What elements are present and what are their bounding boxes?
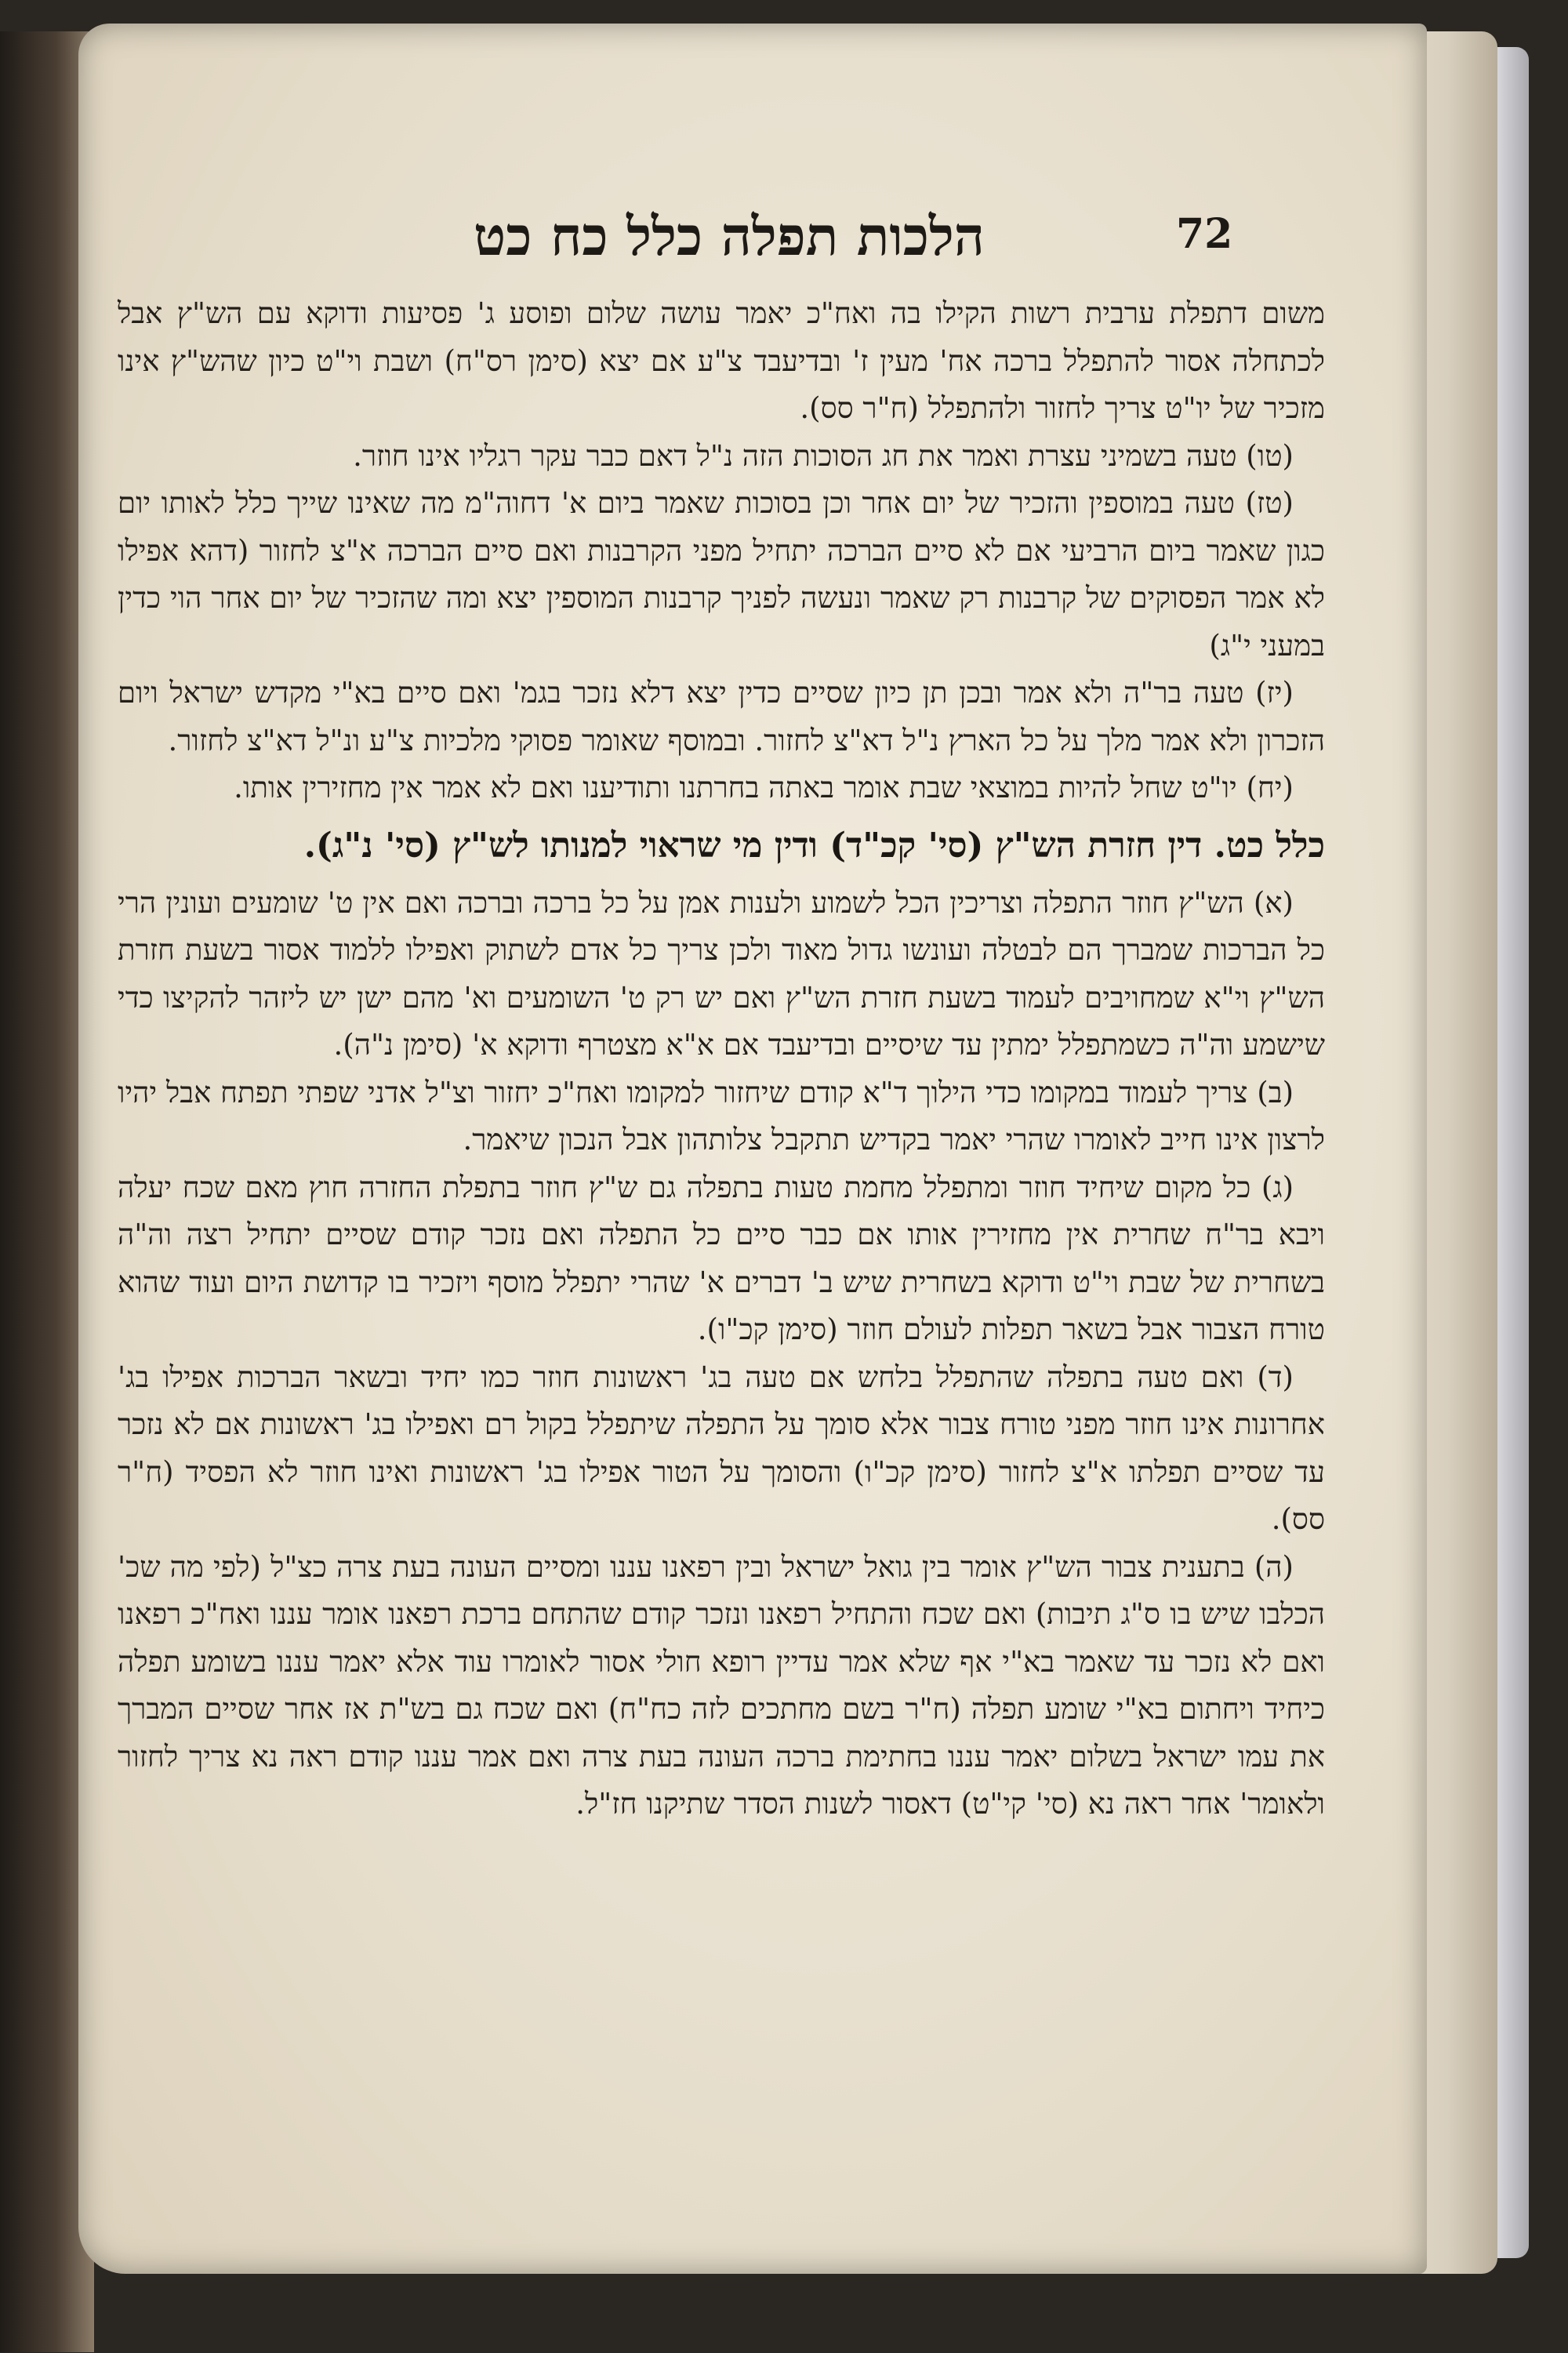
paragraph-he: (ה) בתענית צבור הש"ץ אומר בין גואל ישראל ובין רפאנו עננו ומסיים העונה בעת צרה כצ"ל (לפי מה שכ' הכלבו שיש בו ס"ג תיבות) ואם שכח והתחיל רפאנו ונזכר קודם שהתחם ברכת רפאנו אומר עננו ואח"כ רפאנו ואם לא נזכר עד שאמר בא"י אף שלא אמר עדיין רופא חולי אסור לאומרו עוד אלא יאמר עננו בשומע תפלה כיחיד ויחתום בא"י שומע תפלה (ח"ר בשם מחתכים לזה כח"ח) ואם שכח גם בש"ת אז אחר שסיים המברך את עמו ישראל בשלום יאמר עננו בחתימת ברכה העונה בעת צרה ואם אמר עננו קודם ראה נא צריך לחזור ולאומר' אחר ראה נא (סי' קי"ט) דאסור לשנות הסדר שתיקנו חז"ל. bbox=[118, 1549, 1325, 1821]
paragraph-tet-zayin: (טז) טעה במוספין והזכיר של יום אחר וכן בסוכות שאמר ביום א' דחוה"מ מה שאינו שייך כלל לאותו יום כגון שאמר ביום הרביעי אם לא סיים הברכה יתחיל מפני הקרבנות ואם סיים הברכה א"צ לחזור (דהא אפילו לא אמר הפסוקים של קרבנות רק שאמר ונעשה לפניך קרבנות המוספין יצא ומה שהזכיר של יום אחר הוי כדין במעני י"ג) bbox=[118, 486, 1325, 663]
paragraph-alef: (א) הש"ץ חוזר התפלה וצריכין הכל לשמוע ולענות אמן על כל ברכה וברכה ואם אין ט' שומעים ועונין הרי כל הברכות שמברך הם לבטלה ועונשו גדול מאוד ולכן צריך כל אדם לשתוק ואפילו ללמוד אסור בשעת חזרת הש"ץ וי"א שמחויבים לעמוד בשעת חזרת הש"ץ ואם יש רק ט' השומעים וא' מהם ישן יש ליזהר להקיצו כדי שישמע וה"ה כשמתפלל ימתין עד שיסיים ובדיעבד אם א"א מצטרף ודוקא א' (סימן נ"ה). bbox=[118, 885, 1325, 1062]
paragraph-yud-zayin: (יז) טעה בר"ה ולא אמר ובכן תן כיון שסיים כדין יצא דלא נזכר בגמ' ואם סיים בא"י מקדש ישראל ויום הזכרון ולא אמר מלך על כל הארץ נ"ל דא"צ לחזור. ובמוסף שאומר פסוקי מלכיות צ"ע ונ"ל דא"צ לחזור. bbox=[118, 676, 1325, 757]
section-heading: כלל כט. דין חזרת הש"ץ (סי' קכ"ד) ודין מי שראוי למנותו לש"ץ (סי' נ"ג). bbox=[303, 825, 1325, 866]
paragraph-intro: משום דתפלת ערבית רשות הקילו בה ואח"כ יאמר עושה שלום ופוסע ג' פסיעות ודוקא עם הש"ץ אבל לכתחלה אסור להתפלל ברכה אח' מעין ז' ובדיעבד צ"ע אם יצא (סימן רס"ח) ושבת וי"ט כיון שהש"ץ אינו מזכיר של יו"ט צריך לחזור ולהתפלל (ח"ר סס). bbox=[118, 296, 1325, 425]
paragraph-yud-chet: (יח) יו"ט שחל להיות במוצאי שבת אומר באתה בחרתנו ותודיענו ואם לא אמר אין מחזירין אותו. bbox=[234, 771, 1294, 804]
paragraph-tet-vav: (טו) טעה בשמיני עצרת ואמר את חג הסוכות הזה נ"ל דאם כבר עקר רגליו אינו חוזר. bbox=[353, 438, 1294, 473]
page-title: הלכות תפלה כלל כח כט bbox=[474, 205, 985, 268]
page-header bbox=[78, 196, 1427, 290]
paragraph-bet: (ב) צריך לעמוד במקומו כדי הילוך ד"א קודם שיחזור למקומו ואח"כ יחזור וצ"ל אדני שפתי תפתח אבל יהיו לרצון אינו חייב לאומרו שהרי יאמר בקדיש תתקבל צלותהון אבל הנכון שיאמר. bbox=[118, 1075, 1325, 1157]
paragraph-dalet: (ד) ואם טעה בתפלה שהתפלל בלחש אם טעה בג' ראשונות חוזר כמו יחיד ובשאר הברכות אפילו בג' אחרונות אינו חוזר מפני טורח צבור אלא סומך על התפלה שיתפלל בקול רם ואפילו בג' ראשונות אם לא נזכר עד שסיים תפלתו א"צ לחזור (סימן קכ"ו) והסומך על הטור אפילו בג' ראשונות ואינו חוזר לא הפסיד (ח"ר סס). bbox=[118, 1360, 1325, 1536]
paragraph-gimel: (ג) כל מקום שיחיד חוזר ומתפלל מחמת טעות בתפלה גם ש"ץ חוזר בתפלת החזרה חוץ מאם שכח יעלה ויבא בר"ח שחרית אין מחזירין אותו אם כבר סיים כל התפלה ואם נזכר קודם שסיים יתחיל רצה וה"ה בשחרית של שבת וי"ט ודוקא בשחרית שיש ב' דברים א' שהרי יתפלל מוסף ויזכיר בו קדושת היום ועוד שהוא טורח הצבור אבל בשאר תפלות לעולם חוזר (סימן קכ"ו). bbox=[118, 1170, 1325, 1346]
book-page bbox=[78, 24, 1427, 2274]
page-body bbox=[118, 290, 1325, 1828]
page-number: 72 bbox=[1176, 210, 1233, 258]
